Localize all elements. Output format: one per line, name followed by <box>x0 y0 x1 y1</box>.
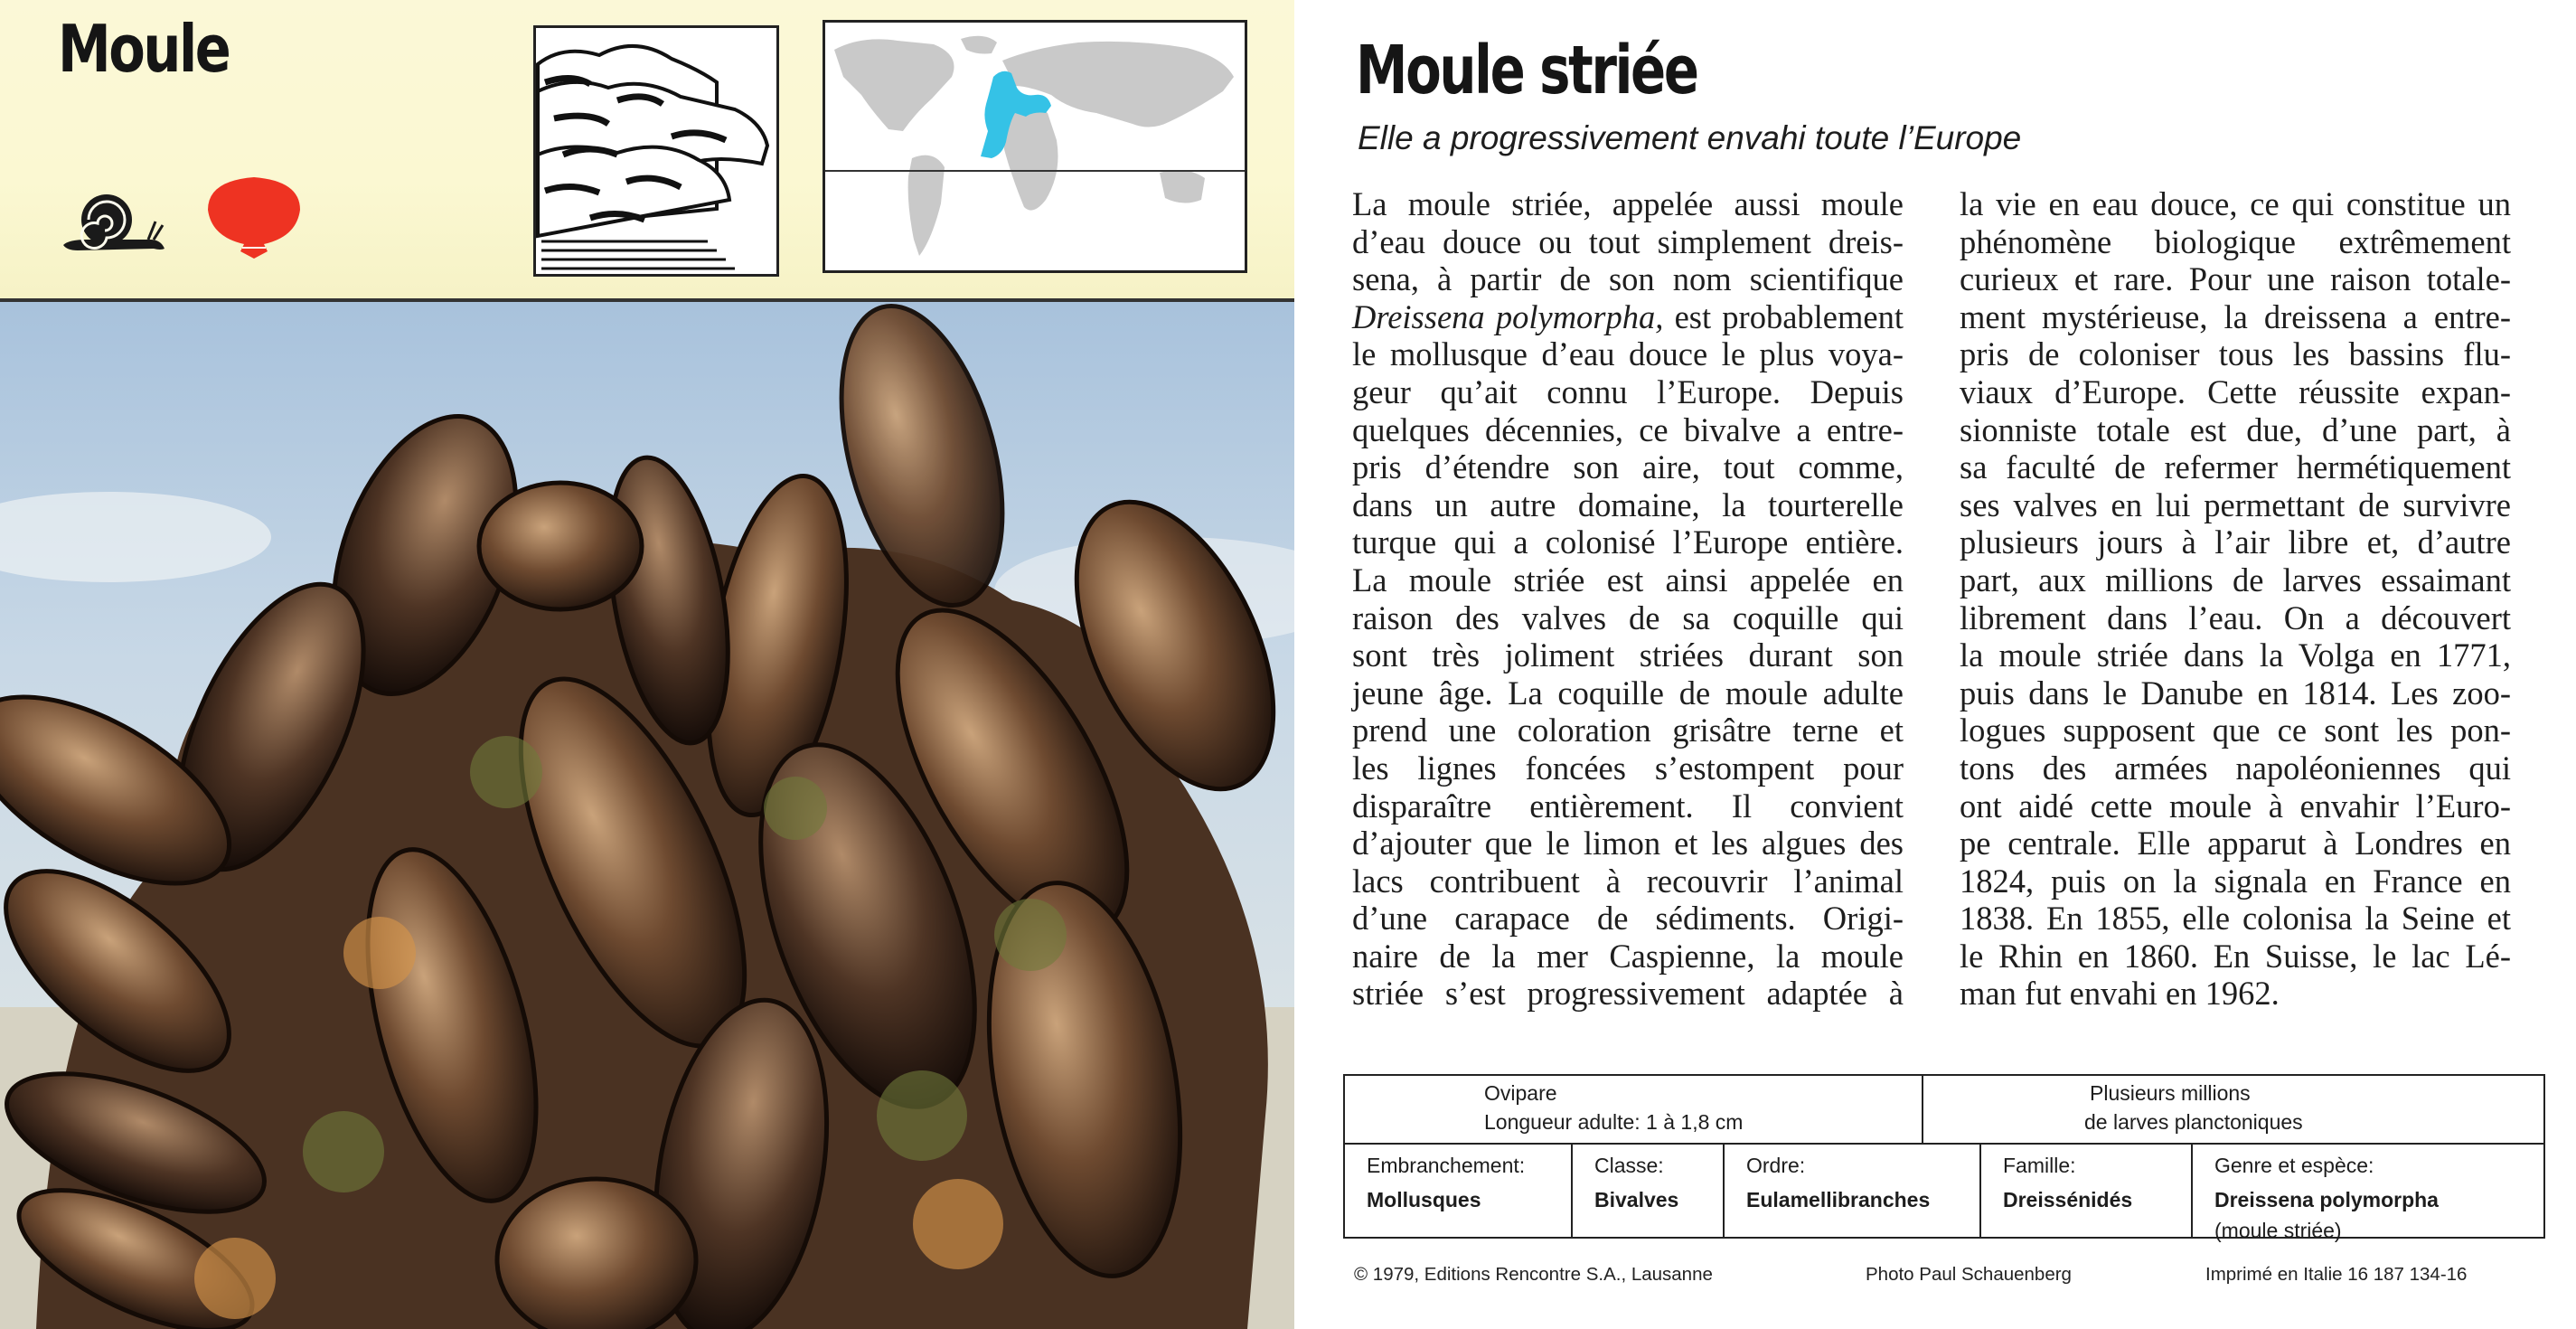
text-line: logues supposent que ce sont les pon- <box>1960 712 2511 749</box>
embranchement-cell <box>1345 1143 1573 1239</box>
mussel-cluster-photo <box>0 302 1294 1329</box>
larvae-line-2: de larves planctoniques <box>2084 1110 2303 1134</box>
text-line: pe centrale. Elle apparut à Londres en <box>1960 825 2511 862</box>
text-line: part, aux millions de larves essaimant <box>1960 561 2511 599</box>
text-line: lacs contribuent à recouvrir l’animal <box>1352 862 1904 900</box>
group-title: Moule <box>58 11 230 87</box>
text-line: 1824, puis on la signala en France en <box>1960 862 2511 900</box>
text-line: raison des valves de sa coquille qui <box>1352 599 1904 636</box>
text-line: librement dans l’eau. On a découvert <box>1960 599 2511 636</box>
text-line: pris de coloniser tous les bassins flu- <box>1960 335 2511 373</box>
snail-icon <box>60 185 166 256</box>
text-line: 1838. En 1855, elle colonisa la Seine et <box>1960 900 2511 938</box>
text-line: striée s’est progressivement adaptée à <box>1352 975 1904 1013</box>
text-line: prend une coloration grisâtre terne et <box>1352 712 1904 749</box>
classe-label: Classe: <box>1594 1154 1664 1177</box>
text-line-scientific-name <box>1352 298 1904 336</box>
text-line: pris d’étendre son aire, tout comme, <box>1352 448 1904 486</box>
genre-label: Genre et espèce: <box>2214 1154 2374 1177</box>
reproduction-cell <box>1345 1076 1923 1143</box>
text-line: le Rhin en 1860. En Suisse, le lac Lé- <box>1960 937 2511 975</box>
text-line: ses valves en lui permettant de survivre <box>1960 485 2511 523</box>
text-line: ment mystérieuse, la dreissena a entre- <box>1960 297 2511 335</box>
famille-label: Famille: <box>2003 1154 2076 1177</box>
text-line: dans un autre domaine, la tourterelle <box>1352 485 1904 523</box>
table-row-biology <box>1345 1076 2543 1145</box>
larvae-cell <box>1923 1076 2543 1143</box>
text-line: ont aidé cette moule à envahir l’Euro- <box>1960 787 2511 825</box>
text-line: quelques décennies, ce bivalve a entre- <box>1352 410 1904 448</box>
text-line: sionniste totale est due, d’une part, à <box>1960 410 2511 448</box>
text-line: d’eau douce ou tout simplement dreis- <box>1352 222 1904 260</box>
table-row-taxonomy <box>1345 1143 2543 1242</box>
species-title: Moule striée <box>1356 32 1697 109</box>
print-info: Imprimé en Italie 16 187 134-16 <box>2205 1264 2468 1285</box>
text-line: la moule striée dans la Volga en 1771, <box>1960 636 2511 674</box>
text-line: jeune âge. La coquille de moule adulte <box>1352 674 1904 712</box>
text-line: d’ajouter que le limon et les algues des <box>1352 825 1904 862</box>
larvae-line-1: Plusieurs millions <box>2090 1081 2251 1105</box>
text-line: le mollusque d’eau douce le plus voya- <box>1352 335 1904 373</box>
world-distribution-map <box>823 20 1247 273</box>
photo-credit: Photo Paul Schauenberg <box>1866 1264 2072 1285</box>
scallop-shell-icon <box>201 172 307 262</box>
text-line: curieux et rare. Pour une raison totale- <box>1960 260 2511 298</box>
text-line: sa faculté de refermer hermétiquement <box>1960 448 2511 486</box>
right-card <box>1294 0 2576 1329</box>
embranchement-label: Embranchement: <box>1367 1154 1526 1177</box>
text-fragment: est probablement <box>1663 297 1904 335</box>
text-line: d’une carapace de sédiments. Origi- <box>1352 900 1904 938</box>
text-line: viaux d’Europe. Cette réussite expan- <box>1960 372 2511 410</box>
ordre-cell <box>1725 1143 1981 1239</box>
text-line: geur qu’ait connu l’Europe. Depuis <box>1352 372 1904 410</box>
body-text-column-2 <box>1960 185 2511 1013</box>
length-value: Longueur adulte: 1 à 1,8 cm <box>1484 1110 1744 1134</box>
genre-common-name: (moule striée) <box>2214 1219 2342 1242</box>
famille-cell <box>1981 1143 2193 1239</box>
text-line: disparaître entièrement. Il convient <box>1352 787 1904 825</box>
text-line: sena, à partir de son nom scientifique <box>1352 260 1904 298</box>
text-line: turque qui a colonisé l’Europe entière. <box>1352 523 1904 561</box>
text-line: man fut envahi en 1962. <box>1960 975 2280 1013</box>
text-line: tons des armées napoléoniennes qui <box>1960 749 2511 787</box>
text-line: phénomène biologique extrêmement <box>1960 222 2511 260</box>
text-line: puis dans le Danube en 1814. Les zoo- <box>1960 674 2511 712</box>
body-text-column-1 <box>1352 185 1904 1013</box>
genre-cell <box>2193 1143 2543 1242</box>
text-line: plusieurs jours à l’air libre et, d’autre <box>1960 523 2511 561</box>
species-subtitle: Elle a progressivement envahi toute l’Europe <box>1358 119 2022 156</box>
ordre-label: Ordre: <box>1746 1154 1806 1177</box>
text-line: les lignes foncées s’estompent pour <box>1352 749 1904 787</box>
genre-value: Dreissena polymorpha <box>2214 1188 2439 1211</box>
copyright-footer: © 1979, Editions Rencontre S.A., Lausanne <box>1354 1264 1713 1285</box>
text-line: sont très joliment striées durant son <box>1352 636 1904 674</box>
reproduction-value: Ovipare <box>1484 1081 1557 1105</box>
text-line: La moule striée, appelée aussi moule <box>1352 185 1904 222</box>
text-line: La moule striée est ainsi appelée en <box>1352 561 1904 599</box>
card-header <box>0 0 1294 300</box>
scientific-name: Dreissena polymorpha, <box>1352 297 1664 335</box>
embranchement-value: Mollusques <box>1367 1188 1481 1211</box>
famille-value: Dreissénidés <box>2003 1188 2133 1211</box>
classe-cell <box>1573 1143 1725 1239</box>
ordre-value: Eulamellibranches <box>1746 1188 1931 1211</box>
classe-value: Bivalves <box>1594 1188 1679 1211</box>
rocky-shore-habitat-icon <box>533 25 779 277</box>
text-line: naire de la mer Caspienne, la moule <box>1352 937 1904 975</box>
text-line: la vie en eau douce, ce qui constitue un <box>1960 185 2511 222</box>
classification-table <box>1343 1074 2545 1242</box>
